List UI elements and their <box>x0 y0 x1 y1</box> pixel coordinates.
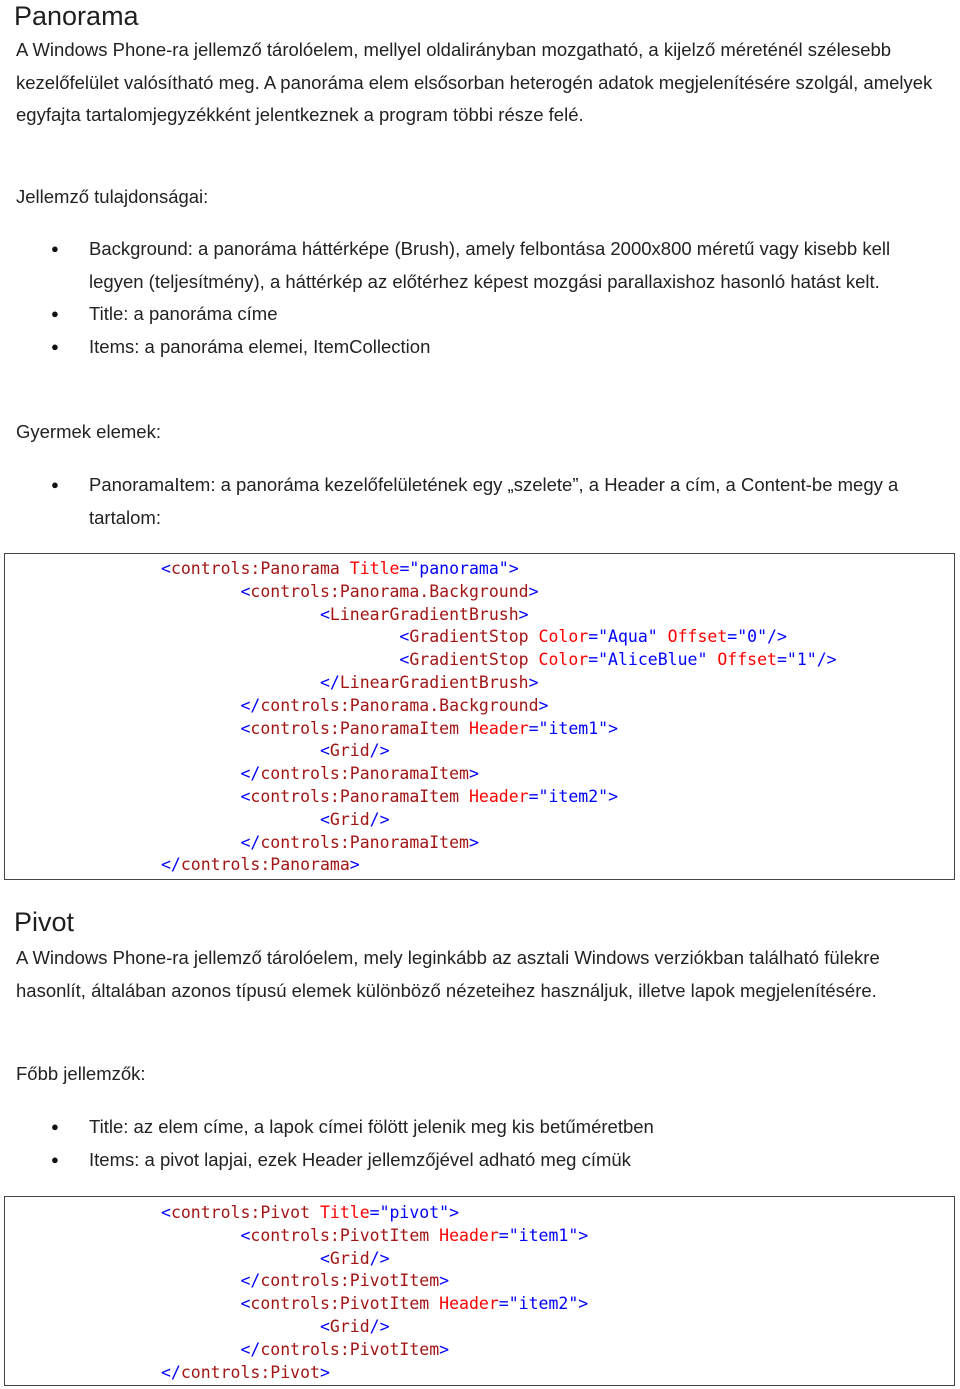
code-line: <controls:Panorama.Background> <box>240 581 539 601</box>
code-line: </controls:Panorama.Background> <box>240 695 549 715</box>
code-line: </controls:PanoramaItem> <box>240 764 479 784</box>
code-line: </controls:PivotItem> <box>240 1339 450 1359</box>
code-line: <GradientStop Color="Aqua" Offset="0"/> <box>399 627 787 647</box>
code-line: <controls:PanoramaItem Header="item2"> <box>240 786 619 806</box>
list-item: ● Title: az elem címe, a lapok címei fölött jelenik meg kis betűméretben <box>16 1111 946 1144</box>
code-line: <controls:PivotItem Header="item1"> <box>240 1225 589 1245</box>
code-line: <GradientStop Color="AliceBlue" Offset="1"/> <box>399 650 837 670</box>
list-item: ● Items: a panoráma elemei, ItemCollection <box>16 331 946 364</box>
panorama-children-heading: Gyermek elemek: <box>16 421 161 442</box>
list-item: ● PanoramaItem: a panoráma kezelőfelületének egy „szelete”, a Header a cím, a Content-be megy a tartalom: <box>16 469 946 534</box>
code-line: <controls:PanoramaItem Header="item1"> <box>240 718 619 738</box>
code-line: <controls:Panorama Title="panorama"> <box>161 559 519 578</box>
pivot-props-list <box>16 1111 946 1176</box>
code-line: <Grid/> <box>319 1248 390 1268</box>
code-line: </controls:PivotItem> <box>240 1271 450 1291</box>
panorama-props-heading: Jellemző tulajdonságai: <box>16 186 209 207</box>
code-line: <Grid/> <box>319 741 390 761</box>
panorama-heading: Panorama <box>14 1 139 31</box>
code-line: <controls:Pivot Title="pivot"> <box>161 1203 460 1222</box>
list-item: ● Title: a panoráma címe <box>16 298 946 331</box>
code-line: <controls:PivotItem Header="item2"> <box>240 1294 589 1314</box>
panorama-props-list <box>16 233 946 363</box>
code-line: <LinearGradientBrush> <box>319 604 529 624</box>
pivot-code-block <box>4 1196 955 1386</box>
code-line: </controls:Panorama> <box>161 855 360 875</box>
panorama-code-block <box>4 553 955 880</box>
panorama-intro: A Windows Phone-ra jellemző tárolóelem, mellyel oldalirányban mozgatható, a kijelző méreténél szélesebb kezelőfelület valósítható meg. A panoráma elem elsősorban heterogén adatok megjelenítésére szolgál, amelyek egyfajta tartalomjegyzékként jelentkeznek a program többi része felé. <box>16 39 933 125</box>
code-line: </LinearGradientBrush> <box>319 672 539 692</box>
list-item: ● Items: a pivot lapjai, ezek Header jellemzőjével adható meg címük <box>16 1144 946 1177</box>
code-line: </controls:Pivot> <box>161 1362 330 1382</box>
code-line: <Grid/> <box>319 809 390 829</box>
code-line: <Grid/> <box>319 1316 390 1336</box>
code-line: </controls:PanoramaItem> <box>240 832 479 852</box>
pivot-props-heading: Főbb jellemzők: <box>16 1063 146 1084</box>
pivot-heading: Pivot <box>14 907 75 937</box>
list-item: ● Background: a panoráma háttérképe (Brush), amely felbontása 2000x800 méretű vagy kisebb kell legyen (teljesítmény), a háttérkép az előtérhez képest mozgási parallaxishoz hasonló hatást kelt. <box>16 233 946 298</box>
panorama-children-list <box>16 469 946 534</box>
pivot-intro: A Windows Phone-ra jellemző tárolóelem, mely leginkább az asztali Windows verziókban található fülekre hasonlít, általában azonos típusú elemek különböző nézeteihez használjuk, illetve lapok megjelenítésére. <box>16 947 880 1001</box>
